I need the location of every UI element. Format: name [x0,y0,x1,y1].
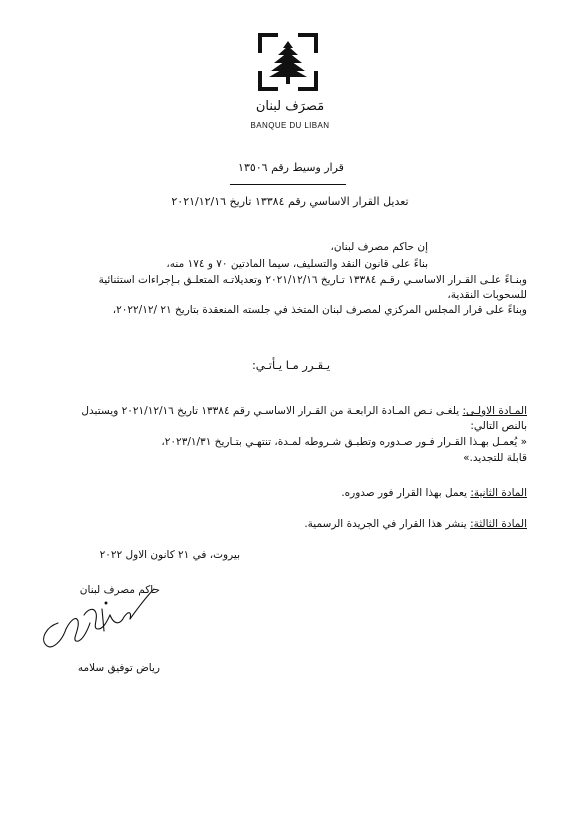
article-2-text: يعمل بهذا القرار فور صدوره. [341,487,471,499]
place-date: بيروت، في ٢١ كانون الاول ٢٠٢٢ [99,549,240,561]
article-2-label: المادة الثانية: [470,487,527,499]
article-1-cont: بالنص التالي: [470,420,527,432]
article-1-label: المـادة الاولـى: [462,405,527,417]
bank-name-arabic: مَصرَف لبنان [255,99,325,114]
decision-number: قرار وسيط رقم ١٣٥٠٦ [238,161,344,174]
bank-name-french: BANQUE DU LIBAN [250,121,330,130]
governor-title: حاكم مصرف لبنان [79,584,160,596]
decides-heading: يـقـرر مـا يـأتـي: [251,358,331,372]
article-1-text: يلغـى نـص المـادة الرابعـة من القـرار الاساسـي رقم ١٣٣٨٤ تاريخ ٢٠٢١/١٢/١٦ ويستبدل [81,405,463,417]
article-1-quote-cont: قابلة للتجديد.» [463,452,527,464]
preamble-basis-1: بناءً على قانون النقد والتسليف، سيما المادتين ٧٠ و ١٧٤ منه، [166,258,428,270]
governor-name: رياض توفيق سلامه [77,662,160,674]
preamble-basis-3: وبناءً على قرار المجلس المركزي لمصرف لبنان المتخذ في جلسته المنعقدة بتاريخ ٢١ /٢٠٢٢/١٢، [112,304,527,316]
cedar-emblem-icon [258,33,318,91]
handwritten-signature [36,585,156,655]
article-3-label: المادة الثالثة: [470,518,527,530]
article-3 [304,518,527,531]
decision-subject: تعديل القرار الاساسي رقم ١٣٣٨٤ تاريخ ٢٠٢١/١٢/١٦ [171,195,409,208]
article-1-quote: « يُعمـل بهـذا القـرار فـور صـدوره وتطبـق شـروطه لمـدة، تنتهـي بتـاريخ ٢٠٢٣/١/٣١، [161,436,527,448]
article-2 [341,487,527,500]
preamble-basis-2: وبنـاءً علـى القـرار الاساسـي رقـم ١٣٣٨٤ تـاريخ ٢٠٢١/١٢/١٦ وتعديلاتـه المتعلـق بـإجراءات استثنائية [98,274,527,286]
title-rule [230,184,346,185]
article-3-text: ينشر هذا القرار في الجريدة الرسمية. [304,518,471,530]
article-1 [67,405,527,418]
preamble-governor: إن حاكم مصرف لبنان، [330,241,428,253]
preamble-basis-2-cont: للسحوبات النقدية، [447,289,527,301]
